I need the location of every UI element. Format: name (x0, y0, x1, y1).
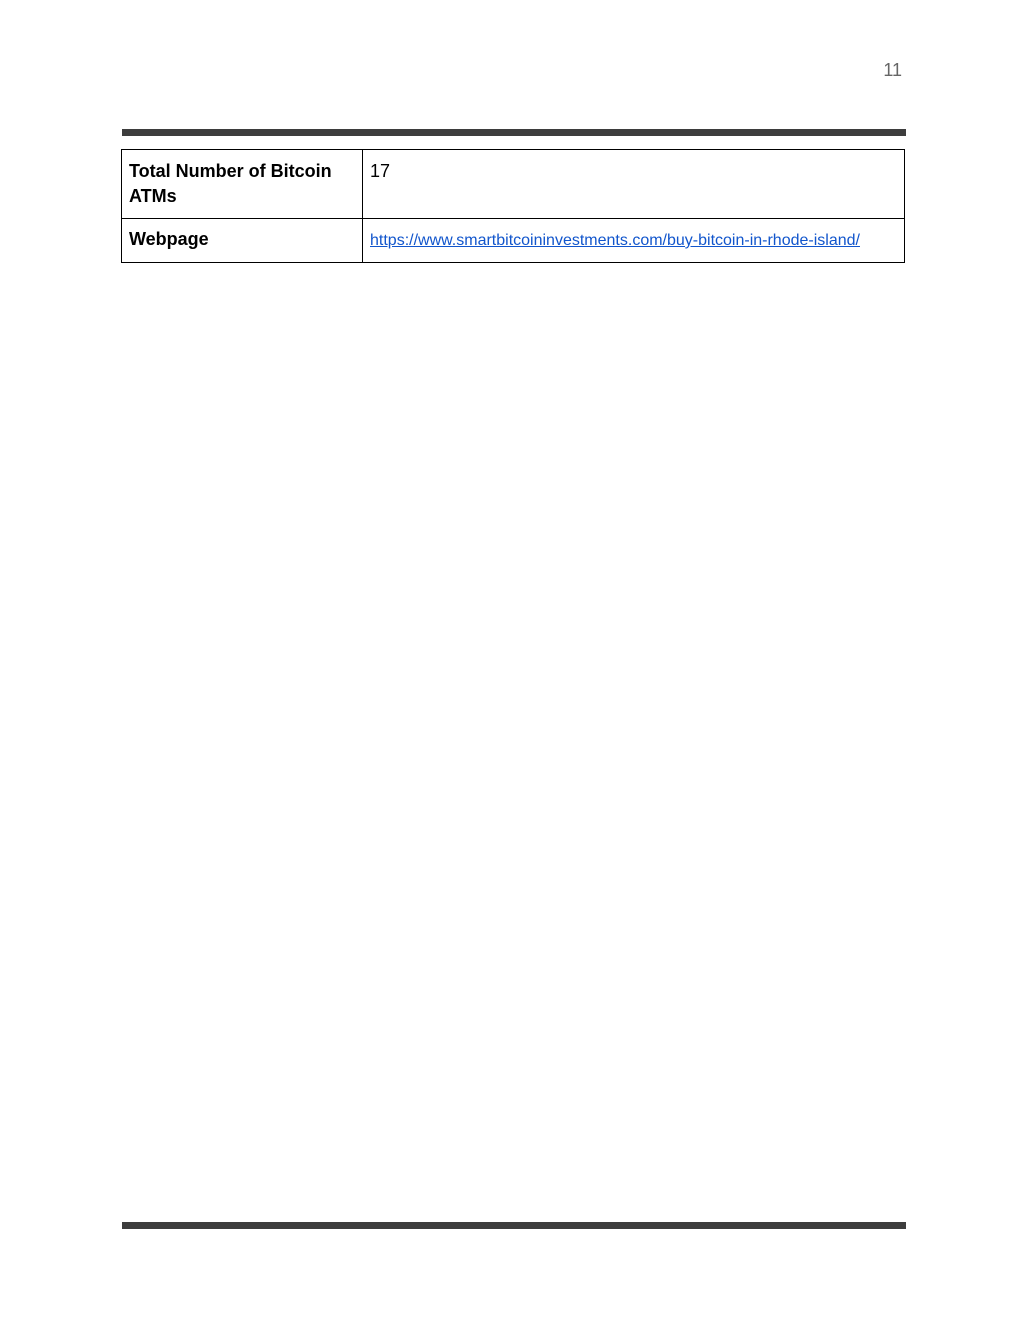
webpage-link[interactable]: https://www.smartbitcoininvestments.com/buy-bitcoin-in-rhode-island/ (370, 232, 860, 249)
page-number: 11 (883, 60, 902, 80)
table-value-cell (363, 219, 905, 263)
table-row (122, 219, 905, 263)
header-rule (122, 129, 906, 136)
footer-rule (122, 1222, 906, 1229)
table-label-cell: Total Number of Bitcoin ATMs (122, 150, 363, 219)
info-table (121, 149, 905, 263)
table-label-cell: Webpage (122, 219, 363, 263)
table-row (122, 150, 905, 219)
table-value-cell: 17 (363, 150, 905, 219)
